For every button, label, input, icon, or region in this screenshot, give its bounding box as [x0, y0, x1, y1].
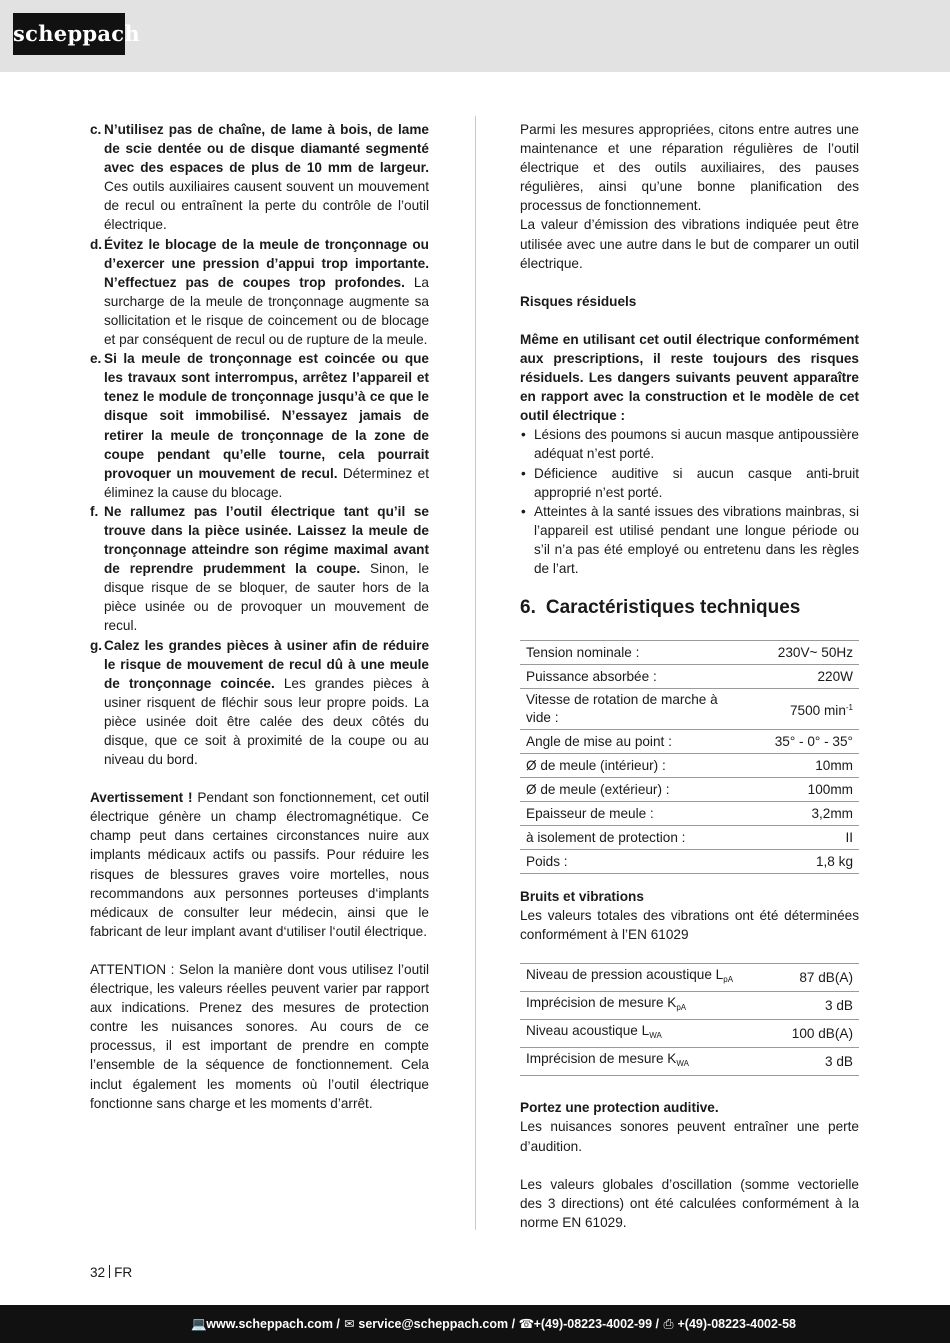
scheppach-logo: scheppach [13, 13, 125, 55]
residual-risks-heading: Risques résiduels [520, 293, 637, 309]
footer-fax: +(49)-08223-4002-58 [677, 1317, 796, 1331]
footer-phone: +(49)-08223-4002-99 / [533, 1317, 660, 1331]
noise-label: Imprécision de mesure $K_{pA}$ [520, 992, 774, 1020]
instruction-item-d [90, 235, 429, 350]
item-letter: d. [90, 236, 103, 252]
specs-table [520, 640, 859, 874]
item-text: Ces outils auxiliaires causent souvent un mouvement de recul ou entraînent la perte du contrôle de l’outil électrique. [104, 179, 429, 233]
item-bold-text: Ne rallumez pas l’outil électrique tant qu’il se trouve dans la pièce usinée. Laissez la meule de tronçonnage atteindre son régime maximal avant de reprendre prudemment la coupe. [104, 503, 429, 577]
protection-heading: Portez une protection auditive. [520, 1100, 719, 1116]
table-row [520, 1048, 859, 1076]
left-column [90, 120, 429, 1113]
table-row [520, 964, 859, 992]
item-bold-text: Si la meule de tronçonnage est coincée ou que les travaux sont interrompus, arrêtez l’appareil et tenez le module de tronçonnage jusqu’à ce que le disque soit immobilisé. N’essayez jamais de retirer la meule de tronçonnage de la zone de coupe pendant qu’elle tourne, cela pourrait provoquer un mouvement de recul. [104, 351, 429, 481]
noise-value: 87 dB(A) [774, 964, 859, 992]
spec-label: Ø de meule (intérieur) : [520, 754, 742, 778]
page-language: FR [114, 1265, 133, 1280]
spec-value: 100mm [742, 778, 859, 802]
spec-value [742, 689, 859, 730]
footer-contact [191, 1316, 796, 1332]
noise-value: 100 dB(A) [774, 1020, 859, 1048]
spec-value-exponent: -1 [845, 702, 853, 712]
computer-icon: 💻 [191, 1317, 207, 1331]
noise-value: 3 dB [774, 992, 859, 1020]
intro-paragraph-2: La valeur d’émission des vibrations indiquée peut être utilisée avec une autre dans le but de comparer un outil électrique. [520, 217, 859, 271]
spec-value: 10mm [742, 754, 859, 778]
table-row [520, 850, 859, 874]
warning-paragraph [90, 788, 429, 941]
spec-label: Ø de meule (extérieur) : [520, 778, 742, 802]
intro-paragraph-1: Parmi les mesures appropriées, citons entre autres une maintenance et une réparation régulières de l’outil électrique et des outils auxiliaires, des pauses régulières, ainsi qu’une bonne planification des processus de fonctionnement. [520, 122, 859, 214]
warning-label: Avertissement ! [90, 790, 193, 806]
spec-label: Poids : [520, 850, 742, 874]
oscillation-text: Les valeurs globales d’oscillation (somme vectorielle des 3 directions) ont été calculées conformément à la norme EN 61029. [520, 1176, 859, 1230]
spec-value: 1,8 kg [742, 850, 859, 874]
noise-text: Les valeurs totales des vibrations ont été déterminées conformément à l’EN 61029 [520, 908, 859, 943]
item-text: Déterminez et éliminez la cause du blocage. [104, 465, 429, 500]
spec-label: Tension nominale : [520, 641, 742, 665]
table-row [520, 992, 859, 1020]
spec-label: Angle de mise au point : [520, 730, 742, 754]
item-text: Les grandes pièces à usiner risquent de fléchir sous leur propre poids. La pièce usinée doit être calée des deux côtés du disque, que ce soit à proximité de la coupe ou au niveau du bord. [104, 675, 429, 768]
mail-icon: ✉ [344, 1317, 355, 1331]
instruction-item-c [90, 120, 429, 235]
noise-heading: Bruits et vibrations [520, 889, 644, 905]
section-number: 6. [520, 597, 536, 619]
header-band [0, 0, 950, 72]
footer-website[interactable]: www.scheppach.com / [206, 1317, 340, 1331]
spec-value: II [742, 826, 859, 850]
noise-label: Niveau de pression acoustique $L_{pA}$ [520, 964, 774, 992]
table-row [520, 802, 859, 826]
phone-icon: ☎ [518, 1317, 535, 1331]
table-row [520, 778, 859, 802]
right-column [520, 120, 859, 1232]
attention-paragraph: ATTENTION : Selon la manière dont vous utilisez l’outil électrique, les valeurs réelles peuvent varier par rapport aux indications. Prenez des mesures de protection contre les nuisances sonores. Au cours de ce processus, il est important de prendre en compte l’ensemble de la séquence de fonctionnement. Cela inclut également les moments où l’outil électrique fonctionne sans charge et les moments d’arrêt. [90, 961, 429, 1111]
table-row [520, 1020, 859, 1048]
spec-label: Puissance absorbée : [520, 665, 742, 689]
item-text: La surcharge de la meule de tronçonnage augmente sa sollicitation et le risque de coincement ou de blocage et par conséquent de recul ou de rupture de la meule. [104, 274, 429, 348]
instruction-item-f [90, 502, 429, 636]
list-item: • Déficience auditive si aucun casque anti-bruit approprié n’est porté. [520, 464, 859, 502]
protection-text: Les nuisances sonores peuvent entraîner une perte d’audition. [520, 1119, 859, 1154]
item-letter: g. [90, 637, 103, 653]
section-title [520, 596, 859, 620]
list-item: • Lésions des poumons si aucun masque antipoussière adéquat n’est porté. [520, 425, 859, 463]
item-letter: f. [90, 503, 99, 519]
table-row [520, 665, 859, 689]
item-bold-text: Calez les grandes pièces à usiner afin de réduire le risque de mouvement de recul dû à une meule de tronçonnage coincée. [104, 637, 429, 691]
residual-risks-intro: Même en utilisant cet outil électrique conformément aux prescriptions, il reste toujours des risques résiduels. Les dangers suivants peuvent apparaître en rapport avec la construction et le modèle de cet outil électrique : [520, 331, 859, 424]
table-row [520, 641, 859, 665]
spec-value-text: 7500 min [789, 702, 846, 718]
spec-value: 3,2mm [742, 802, 859, 826]
page-number [90, 1265, 132, 1280]
instruction-item-e [90, 349, 429, 502]
footer-bar [0, 1305, 950, 1343]
spec-value: 220W [742, 665, 859, 689]
noise-value: 3 dB [774, 1048, 859, 1076]
list-item: • Atteintes à la santé issues des vibrations mainbras, si l’appareil est utilisé pendant une longue période ou s’il n’a pas été employé ou entretenu dans les règles de l’art. [520, 502, 859, 578]
item-bold-text: Évitez le blocage de la meule de tronçonnage ou d’exercer une pression d’appui trop importante. N’effectuez pas de coupes trop profondes. [104, 236, 429, 290]
noise-label: Imprécision de mesure $K_{WA}$ [520, 1048, 774, 1076]
fax-icon: ⎙ [663, 1317, 674, 1331]
instruction-item-g [90, 636, 429, 770]
spec-value: 230V~ 50Hz [742, 641, 859, 665]
spec-label: Vitesse de rotation de marche à vide : [520, 689, 742, 730]
item-letter: c. [90, 122, 102, 137]
column-divider [475, 116, 476, 1230]
spec-label: à isolement de protection : [520, 826, 742, 850]
item-text: Sinon, le disque risque de se bloquer, de sauter hors de la pièce usinée ou de provoquer un mouvement de recul. [104, 561, 430, 634]
noise-table [520, 963, 859, 1076]
spec-label: Epaisseur de meule : [520, 802, 742, 826]
footer-email[interactable]: service@scheppach.com / [358, 1317, 516, 1331]
spec-value: 35° - 0° - 35° [742, 730, 859, 754]
table-row [520, 826, 859, 850]
page-number-value: 32 [90, 1265, 106, 1280]
residual-risks-list [520, 425, 859, 578]
section-title-text: Caractéristiques techniques [545, 597, 801, 619]
table-row [520, 754, 859, 778]
warning-text: Pendant son fonctionnement, cet outil électrique génère un champ électromagnétique. Ce champ peut dans certaines circonstances nuire aux implants médicaux actifs ou passifs. Pour réduire les risques de blessures graves voire mortelles, nous recommandons aux personnes porteuses d‘implants médicaux de consulter leur médecin, ainsi que le fabricant de leur implant avant d‘utiliser l‘outil électrique. [90, 790, 429, 939]
noise-label: Niveau acoustique $L_{WA}$ [520, 1020, 774, 1048]
table-row [520, 730, 859, 754]
item-bold-text: N’utilisez pas de chaîne, de lame à bois, de lame de scie dentée ou de disque diamanté segmenté avec des espaces de plus de 10 mm de largeur. [104, 122, 429, 176]
table-row [520, 689, 859, 730]
item-letter: e. [90, 351, 102, 367]
